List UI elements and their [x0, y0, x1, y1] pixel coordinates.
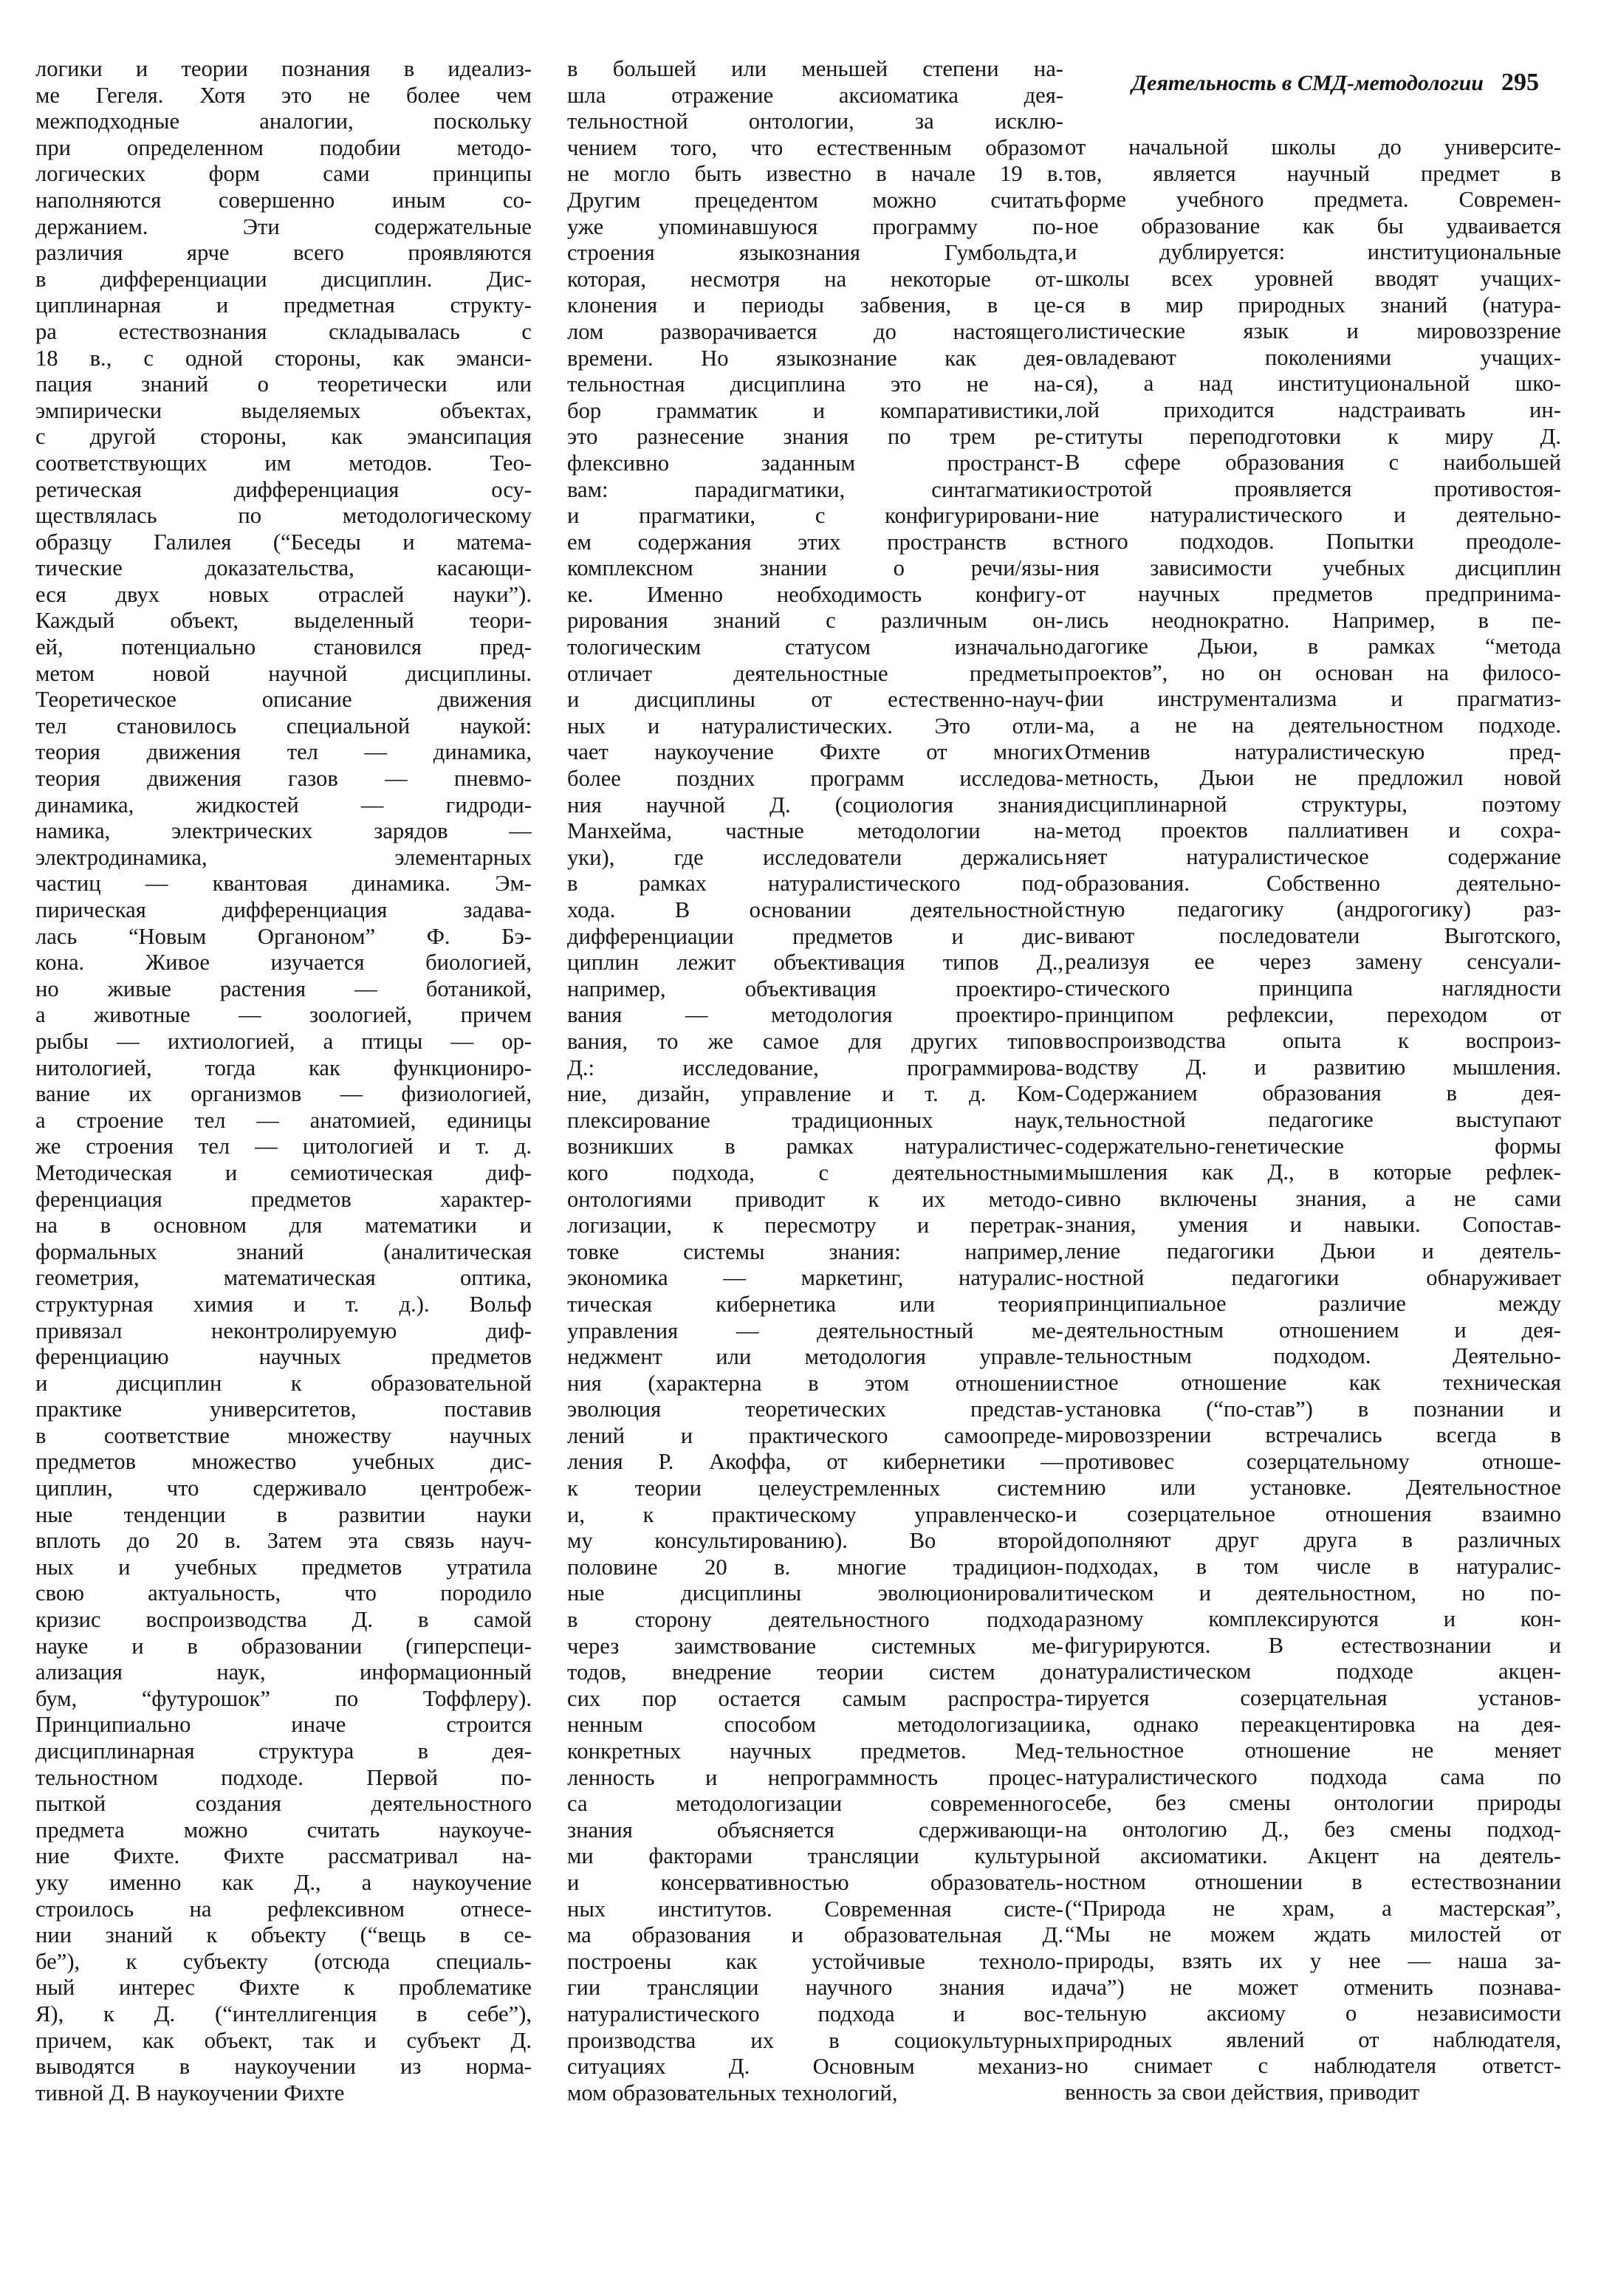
- text-line: стную педагогику (андрогогику) раз-: [1065, 897, 1561, 922]
- text-line: не могло быть известно в начале 19 в.: [567, 161, 1063, 187]
- text-line: образцу Галилея (“Беседы и матема-: [35, 529, 532, 555]
- text-line: управления — деятельностный ме-: [567, 1317, 1063, 1343]
- text-line: чением того, что естественным образом: [567, 134, 1063, 160]
- text-line: ституты переподготовки к миру Д.: [1065, 423, 1561, 449]
- text-line: времени. Но языкознание как дея-: [567, 345, 1063, 371]
- text-line: нию или установке. Деятельностное: [1065, 1475, 1561, 1501]
- text-line: и созерцательное отношения взаимно: [1065, 1501, 1561, 1526]
- text-line: лась “Новым Органоном” Ф. Бэ-: [35, 923, 532, 949]
- text-line: в сторону деятельностного подхода: [567, 1607, 1063, 1633]
- text-line: В сфере образования с наибольшей: [1065, 450, 1561, 476]
- text-line: и консервативностью образователь-: [567, 1869, 1063, 1895]
- text-line: циплин лежит объективация типов Д.,: [567, 950, 1063, 976]
- text-line: логизации, к пересмотру и перетрак-: [567, 1213, 1063, 1238]
- text-line: от научных предметов предпринима-: [1065, 581, 1561, 607]
- text-line: тел становилось специальной наукой:: [35, 713, 532, 739]
- text-line: дополняют друг друга в различных: [1065, 1527, 1561, 1553]
- text-line: гии трансляции научного знания и: [567, 1975, 1063, 2001]
- text-line: натуралистического подхода и вос-: [567, 2001, 1063, 2026]
- text-line: от начальной школы до университе-: [1065, 134, 1561, 160]
- text-line: рирования знаний с различным он-: [567, 608, 1063, 634]
- text-line: мировоззрении встречались всегда в: [1065, 1422, 1561, 1448]
- text-line: Я), к Д. (“интеллигенция в себе”),: [35, 2001, 532, 2026]
- text-line: структурная химия и т. д.). Вольф: [35, 1291, 532, 1317]
- text-line: тическом и деятельностном, но по-: [1065, 1580, 1561, 1606]
- text-line: Д.: исследование, программирова-: [567, 1055, 1063, 1080]
- page-number: 295: [1501, 69, 1539, 96]
- text-line: ных и натуралистических. Это отли-: [567, 713, 1063, 739]
- text-line: Содержанием образования в дея-: [1065, 1080, 1561, 1106]
- text-line: принципиальное различие между: [1065, 1291, 1561, 1317]
- text-line: противовес созерцательному отноше-: [1065, 1448, 1561, 1474]
- text-line: ем содержания этих пространств в: [567, 529, 1063, 555]
- text-line: формальных знаний (аналитическая: [35, 1238, 532, 1264]
- text-line: геометрия, математическая оптика,: [35, 1265, 532, 1291]
- text-line: Теоретическое описание движения: [35, 687, 532, 713]
- text-line: содержательно-генетические формы: [1065, 1133, 1561, 1159]
- text-line: ленность и непрограммность процес-: [567, 1764, 1063, 1790]
- text-line: плексирование традиционных наук,: [567, 1107, 1063, 1133]
- text-line: строилось на рефлексивном отнесе-: [35, 1896, 532, 1922]
- text-line: уже упоминавшуюся программу по-: [567, 213, 1063, 239]
- text-line: бе”), к субъекту (отсюда специаль-: [35, 1948, 532, 1974]
- text-line: и прагматики, с конфигурировани-: [567, 503, 1063, 529]
- text-line: производства их в социокультурных: [567, 2027, 1063, 2053]
- text-line: и дисциплин к образовательной: [35, 1370, 532, 1396]
- text-line: эволюция теоретических представ-: [567, 1397, 1063, 1422]
- text-line: форме учебного предмета. Современ-: [1065, 187, 1561, 213]
- text-line: дифференциации предметов и дис-: [567, 923, 1063, 949]
- text-line: натуралистическом подходе акцен-: [1065, 1659, 1561, 1685]
- text-line: с другой стороны, как эмансипация: [35, 424, 532, 450]
- text-line: стное отношение как техническая: [1065, 1369, 1561, 1395]
- text-line: мом образовательных технологий,: [567, 2080, 898, 2105]
- text-line: знания, умения и навыки. Сопостав-: [1065, 1212, 1561, 1238]
- text-line: ализация наук, информационный: [35, 1659, 532, 1685]
- text-line: ма образования и образовательная Д.: [567, 1922, 1063, 1948]
- text-line: ной аксиоматики. Акцент на деятель-: [1065, 1843, 1561, 1868]
- text-line: ществлялась по методологическому: [35, 503, 532, 529]
- text-line: тельностном подходе. Первой по-: [35, 1764, 532, 1790]
- text-line: венность за свои действия, приводит: [1065, 2079, 1420, 2105]
- text-line: частиц — квантовая динамика. Эм-: [35, 871, 532, 897]
- text-line: строения языкознания Гумбольдта,: [567, 240, 1063, 266]
- text-line: при определенном подобии методо-: [35, 134, 532, 160]
- text-line: дисциплинарная структура в дея-: [35, 1738, 532, 1764]
- text-line: остротой проявляется противостоя-: [1065, 476, 1561, 501]
- text-line: дагогике Дьюи, в рамках “метода: [1065, 634, 1561, 659]
- text-line: проектов”, но он основан на филосо-: [1065, 659, 1561, 685]
- text-line: и, к практическому управленческо-: [567, 1501, 1063, 1527]
- text-line: кризис воспроизводства Д. в самой: [35, 1607, 532, 1633]
- text-line: половине 20 в. многие традицион-: [567, 1554, 1063, 1580]
- text-line: ра естествознания складывалась с: [35, 318, 532, 344]
- text-line: ления Р. Акоффа, от кибернетики —: [567, 1449, 1063, 1475]
- text-line: и дисциплины от естественно-науч-: [567, 687, 1063, 713]
- text-line: уки), где исследователи держались: [567, 844, 1063, 870]
- text-line: тологическим статусом изначально: [567, 634, 1063, 660]
- text-line: образования. Собственно деятельно-: [1065, 870, 1561, 896]
- text-line: чает наукоучение Фихте от многих: [567, 739, 1063, 765]
- text-line: метность, Дьюи не предложил новой: [1065, 765, 1561, 791]
- text-line: вивают последователи Выготского,: [1065, 922, 1561, 948]
- text-line: товке системы знания: например,: [567, 1238, 1063, 1264]
- text-line: которая, несмотря на некоторые от-: [567, 266, 1063, 292]
- text-line: в соответствие множеству научных: [35, 1422, 532, 1448]
- text-line: к теории целеустремленных систем: [567, 1476, 1063, 1501]
- text-line: лись неоднократно. Например, в пе-: [1065, 607, 1561, 633]
- text-line: но снимает с наблюдателя ответст-: [1065, 2053, 1561, 2079]
- text-line: циплин, что сдерживало центробеж-: [35, 1476, 532, 1501]
- text-line: возникших в рамках натуралистичес-: [567, 1134, 1063, 1159]
- text-line: вания, то же самое для других типов: [567, 1028, 1063, 1054]
- text-line: сивно включены знания, а не сами: [1065, 1185, 1561, 1211]
- text-line: динамика, жидкостей — гидроди-: [35, 792, 532, 818]
- text-line: неджмент или методология управле-: [567, 1344, 1063, 1370]
- text-line: ный интерес Фихте к проблематике: [35, 1975, 532, 2001]
- text-line: ление педагогики Дьюи и деятель-: [1065, 1238, 1561, 1264]
- text-line: тельную аксиому о независимости: [1065, 2001, 1561, 2026]
- text-line: ностной педагогики обнаруживает: [1065, 1264, 1561, 1290]
- text-line: природных явлений от наблюдателя,: [1065, 2026, 1561, 2052]
- text-line: ситуациях Д. Основным механиз-: [567, 2054, 1063, 2080]
- text-line: ми факторами трансляции культуры: [567, 1843, 1063, 1869]
- text-line: ные тенденции в развитии науки: [35, 1501, 532, 1527]
- text-line: фигурируются. В естествознании и: [1065, 1632, 1561, 1658]
- text-line: бум, “футурошок” по Тоффлеру).: [35, 1685, 532, 1711]
- text-line: са методологизации современного: [567, 1791, 1063, 1817]
- text-line: лом разворачивается до настоящего: [567, 318, 1063, 344]
- text-line: уку именно как Д., а наукоучение: [35, 1869, 532, 1895]
- text-line: Манхейма, частные методологии на-: [567, 818, 1063, 844]
- text-line: ненным способом методологизации: [567, 1712, 1063, 1738]
- text-line: ностном отношении в естествознании: [1065, 1869, 1561, 1895]
- text-line: ния научной Д. (социология знания: [567, 792, 1063, 818]
- text-line: отличает деятельностные предметы: [567, 660, 1063, 686]
- text-line: еся двух новых отраслей науки”).: [35, 581, 532, 607]
- text-line: экономика — маркетинг, натуралис-: [567, 1265, 1063, 1291]
- text-line: рыбы — ихтиологией, а птицы — ор-: [35, 1028, 532, 1054]
- text-line: держанием. Эти содержательные: [35, 213, 532, 239]
- text-line: это разнесение знания по трем ре-: [567, 424, 1063, 450]
- text-line: мышления как Д., в которые рефлек-: [1065, 1159, 1561, 1185]
- text-line: ся), а над институциональной шко-: [1065, 371, 1561, 397]
- text-line: разному комплексируются и кон-: [1065, 1606, 1561, 1632]
- text-line: принципом рефлексии, переходом от: [1065, 1001, 1561, 1027]
- text-line: науке и в образовании (гиперспеци-: [35, 1633, 532, 1659]
- text-line: ных и учебных предметов утратила: [35, 1554, 532, 1580]
- text-line: например, объективация проектиро-: [567, 976, 1063, 1001]
- text-line: а строение тел — анатомией, единицы: [35, 1107, 532, 1133]
- running-header: [1066, 64, 1539, 102]
- text-line: ференциация предметов характер-: [35, 1186, 532, 1212]
- text-line: тические доказательства, касающи-: [35, 555, 532, 581]
- text-line: ния зависимости учебных дисциплин: [1065, 555, 1561, 580]
- text-line: хода. В основании деятельностной: [567, 897, 1063, 922]
- text-line: тируется созерцательная установ-: [1065, 1685, 1561, 1711]
- text-line: водству Д. и развитию мышления.: [1065, 1054, 1561, 1080]
- text-line: школы всех уровней вводят учащих-: [1065, 265, 1561, 291]
- text-line: ся в мир природных знаний (натура-: [1065, 292, 1561, 318]
- text-line: ные дисциплины эволюционировали: [567, 1580, 1063, 1606]
- text-line: вам: парадигматики, синтагматики: [567, 476, 1063, 502]
- text-line: комплексном знании о речи/язы-: [567, 555, 1063, 581]
- text-line: на онтологию Д., без смены подход-: [1065, 1817, 1561, 1842]
- text-line: логических форм сами принципы: [35, 161, 532, 187]
- text-line: му консультированию). Во второй: [567, 1528, 1063, 1554]
- text-line: знания объясняется сдерживающи-: [567, 1817, 1063, 1843]
- text-line: метом новой научной дисциплины.: [35, 660, 532, 686]
- text-line: различия ярче всего проявляются: [35, 240, 532, 266]
- text-line: себе, без смены онтологии природы: [1065, 1790, 1561, 1816]
- text-line: бор грамматик и компаративистики,: [567, 397, 1063, 423]
- text-line: тельностная дисциплина это не на-: [567, 371, 1063, 397]
- text-line: намика, электрических зарядов —: [35, 818, 532, 844]
- text-line: 18 в., с одной стороны, как эманси-: [35, 345, 532, 371]
- text-line: но живые растения — ботаникой,: [35, 976, 532, 1001]
- text-line: няет натуралистическое содержание: [1065, 844, 1561, 870]
- text-line: Другим прецедентом можно считать: [567, 187, 1063, 213]
- text-line: построены как устойчивые техноло-: [567, 1948, 1063, 1974]
- text-line: ке. Именно необходимость конфигу-: [567, 581, 1063, 607]
- text-line: тельностной онтологии, за исклю-: [567, 109, 1063, 134]
- text-line: кона. Живое изучается биологией,: [35, 950, 532, 976]
- text-line: воспроизводства опыта к воспроиз-: [1065, 1028, 1561, 1054]
- text-line: ме Гегеля. Хотя это не более чем: [35, 82, 532, 108]
- text-line: Отменив натуралистическую пред-: [1065, 739, 1561, 764]
- text-line: флексивно заданным пространст-: [567, 450, 1063, 476]
- text-line: Каждый объект, выделенный теори-: [35, 608, 532, 634]
- text-line: привязал неконтролируемую диф-: [35, 1317, 532, 1343]
- text-line: лой приходится надстраивать ин-: [1065, 397, 1561, 422]
- text-line: пирическая дифференциация задава-: [35, 897, 532, 922]
- text-line: конкретных научных предметов. Мед-: [567, 1738, 1063, 1764]
- text-line: ных институтов. Современная систе-: [567, 1896, 1063, 1922]
- text-line: подходах, в том числе в натуралис-: [1065, 1554, 1561, 1580]
- text-line: пыткой создания деятельностного: [35, 1791, 532, 1817]
- text-line: овладевают поколениями учащих-: [1065, 344, 1561, 370]
- text-line: теория движения газов — пневмо-: [35, 766, 532, 792]
- text-line: и дублируется: институциональные: [1065, 239, 1561, 265]
- text-line: (“Природа не храм, а мастерская”,: [1065, 1895, 1561, 1921]
- text-line: причем, как объект, так и субъект Д.: [35, 2027, 532, 2053]
- text-line: дисциплинарной структуры, поэтому: [1065, 791, 1561, 817]
- text-line: ма, а не на деятельностном подходе.: [1065, 713, 1561, 739]
- text-column-right: [1065, 134, 1561, 2106]
- text-line: ное образование как бы удваивается: [1065, 213, 1561, 239]
- text-column-middle: [567, 56, 1063, 2106]
- text-line: сих пор остается самым распростра-: [567, 1685, 1063, 1711]
- text-line: тельностное отношение не меняет: [1065, 1738, 1561, 1764]
- text-line: фии инструментализма и прагматиз-: [1065, 686, 1561, 712]
- text-line: предмета можно считать наукоуче-: [35, 1817, 532, 1843]
- text-line: эмпирически выделяемых объектах,: [35, 397, 532, 423]
- text-line: стического принципа наглядности: [1065, 976, 1561, 1001]
- text-line: кого подхода, с деятельностными: [567, 1159, 1063, 1185]
- text-line: ния (характерна в этом отношении: [567, 1370, 1063, 1396]
- text-line: а животные — зоологией, причем: [35, 1002, 532, 1028]
- text-line: межподходные аналогии, поскольку: [35, 109, 532, 134]
- text-line: вплоть до 20 в. Затем эта связь науч-: [35, 1528, 532, 1554]
- text-line: листические язык и мировоззрение: [1065, 318, 1561, 344]
- text-line: дача”) не может отменить познава-: [1065, 1974, 1561, 2000]
- text-line: тельностным подходом. Деятельно-: [1065, 1343, 1561, 1369]
- text-line: пация знаний о теоретически или: [35, 371, 532, 397]
- text-line: соответствующих им методов. Тео-: [35, 450, 532, 476]
- text-line: природы, взять их у нее — наша за-: [1065, 1947, 1561, 1973]
- text-line: выводятся в наукоучении из норма-: [35, 2054, 532, 2080]
- text-line: метод проектов паллиативен и сохра-: [1065, 818, 1561, 843]
- text-line: “Мы не можем ждать милостей от: [1065, 1922, 1561, 1947]
- text-line: нии знаний к объекту (“вещь в се-: [35, 1922, 532, 1948]
- text-line: в большей или меньшей степени на-: [567, 56, 1063, 81]
- text-line: реализуя ее через замену сенсуали-: [1065, 949, 1561, 975]
- text-line: ретическая дифференциация осу-: [35, 476, 532, 502]
- text-line: стного подходов. Попытки преодоле-: [1065, 528, 1561, 554]
- text-line: ние, дизайн, управление и т. д. Ком-: [567, 1081, 1063, 1107]
- text-column-left: [35, 56, 532, 2106]
- text-line: предметов множество учебных дис-: [35, 1449, 532, 1475]
- running-title: Деятельность в СМД-методологии: [1131, 71, 1484, 95]
- text-line: ференциацию научных предметов: [35, 1344, 532, 1370]
- text-line: шла отражение аксиоматика дея-: [567, 82, 1063, 108]
- text-line: в рамках натуралистического под-: [567, 871, 1063, 897]
- text-line: тодов, внедрение теории систем до: [567, 1659, 1063, 1685]
- text-line: вания — методология проектиро-: [567, 1002, 1063, 1028]
- text-line: установка (“по-став”) в познании и: [1065, 1396, 1561, 1422]
- text-line: тов, является научный предмет в: [1065, 160, 1561, 186]
- text-line: вание их организмов — физиологией,: [35, 1081, 532, 1107]
- text-line: электродинамика, элементарных: [35, 844, 532, 870]
- text-line: более поздних программ исследова-: [567, 766, 1063, 792]
- text-line: Принципиально иначе строится: [35, 1712, 532, 1738]
- text-line: ей, потенциально становился пред-: [35, 634, 532, 660]
- text-line: тивной Д. В наукоучении Фихте: [35, 2080, 345, 2105]
- text-line: циплинарная и предметная структу-: [35, 292, 532, 318]
- text-line: наполняются совершенно иным со-: [35, 187, 532, 213]
- text-line: на в основном для математики и: [35, 1213, 532, 1238]
- text-line: тельностной педагогике выступают: [1065, 1106, 1561, 1132]
- text-line: лений и практического самоопреде-: [567, 1422, 1063, 1448]
- text-line: логики и теории познания в идеализ-: [35, 56, 532, 81]
- text-line: клонения и периоды забвения, в це-: [567, 292, 1063, 318]
- text-line: через заимствование системных ме-: [567, 1633, 1063, 1659]
- text-line: тическая кибернетика или теория: [567, 1291, 1063, 1317]
- text-line: в дифференциации дисциплин. Дис-: [35, 266, 532, 292]
- text-line: Методическая и семиотическая диф-: [35, 1159, 532, 1185]
- text-line: нитологией, тогда как функциониро-: [35, 1055, 532, 1080]
- text-line: ка, однако переакцентировка на дея-: [1065, 1711, 1561, 1737]
- text-line: практике университетов, поставив: [35, 1397, 532, 1422]
- text-line: деятельностным отношением и дея-: [1065, 1317, 1561, 1343]
- text-line: натуралистического подхода сама по: [1065, 1764, 1561, 1789]
- text-line: теория движения тел — динамика,: [35, 739, 532, 765]
- text-line: онтологиями приводит к их методо-: [567, 1186, 1063, 1212]
- text-line: ние натуралистического и деятельно-: [1065, 502, 1561, 528]
- text-line: же строения тел — цитологией и т. д.: [35, 1134, 532, 1159]
- text-line: свою актуальность, что породило: [35, 1580, 532, 1606]
- text-line: ние Фихте. Фихте рассматривал на-: [35, 1843, 532, 1869]
